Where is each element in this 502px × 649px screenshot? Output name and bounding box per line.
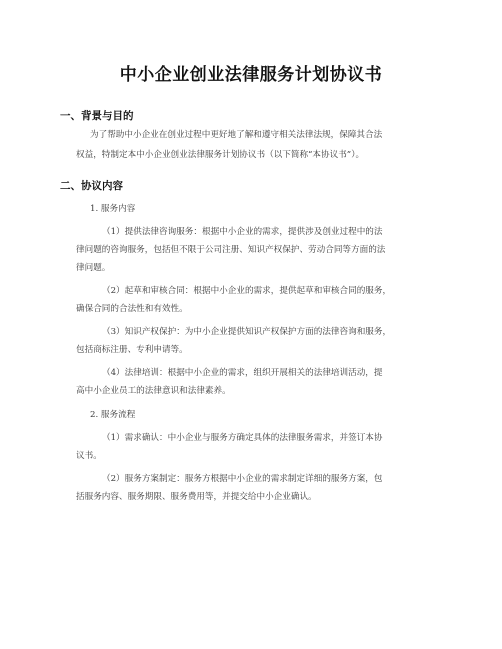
paragraph-line: （1）需求确认：中小企业与服务方确定具体的法律服务需求，并签订本协 [102, 433, 383, 443]
paragraph-line: 包括商标注册、专利申请等。 [76, 345, 188, 355]
subsection-heading-process: 2. 服务流程 [90, 410, 136, 420]
paragraph-line: 为了帮助中小企业在创业过程中更好地了解和遵守相关法律法规，保障其合法 [90, 130, 383, 140]
document-title: 中小企业创业法律服务计划协议书 [119, 65, 383, 85]
paragraph-line: 确保合同的合法性和有效性。 [76, 304, 188, 314]
paragraph-line: 括服务内容、服务期限、服务费用等，并提交给中小企业确认。 [76, 492, 317, 502]
paragraph-line: 议书。 [76, 451, 102, 461]
paragraph-line: （3）知识产权保护：为中小企业提供知识产权保护方面的法律咨询和服务， [102, 327, 392, 337]
paragraph-line: （2）起草和审核合同：根据中小企业的需求，提供起草和审核合同的服务， [102, 286, 392, 296]
subsection-heading-services: 1. 服务内容 [90, 204, 136, 214]
paragraph-line: （2）服务方案制定：服务方根据中小企业的需求制定详细的服务方案，包 [102, 474, 383, 484]
paragraph-line: 律问题的咨询服务，包括但不限于公司注册、知识产权保护、劳动合同等方面的法 [76, 245, 386, 255]
paragraph-line: （1）提供法律咨询服务：根据中小企业的需求，提供涉及创业过程中的法 [102, 227, 383, 237]
paragraph-line: （4）法律培训：根据中小企业的需求，组织开展相关的法律培训活动，提 [102, 368, 383, 378]
paragraph-line: 高中小企业员工的法律意识和法律素养。 [76, 386, 231, 396]
paragraph-line: 权益，特制定本中小企业创业法律服务计划协议书（以下简称“本协议书”）。 [76, 150, 365, 160]
paragraph-line: 律问题。 [76, 263, 111, 273]
section-heading-content: 二、协议内容 [60, 180, 123, 192]
section-heading-background: 一、背景与目的 [60, 110, 134, 122]
